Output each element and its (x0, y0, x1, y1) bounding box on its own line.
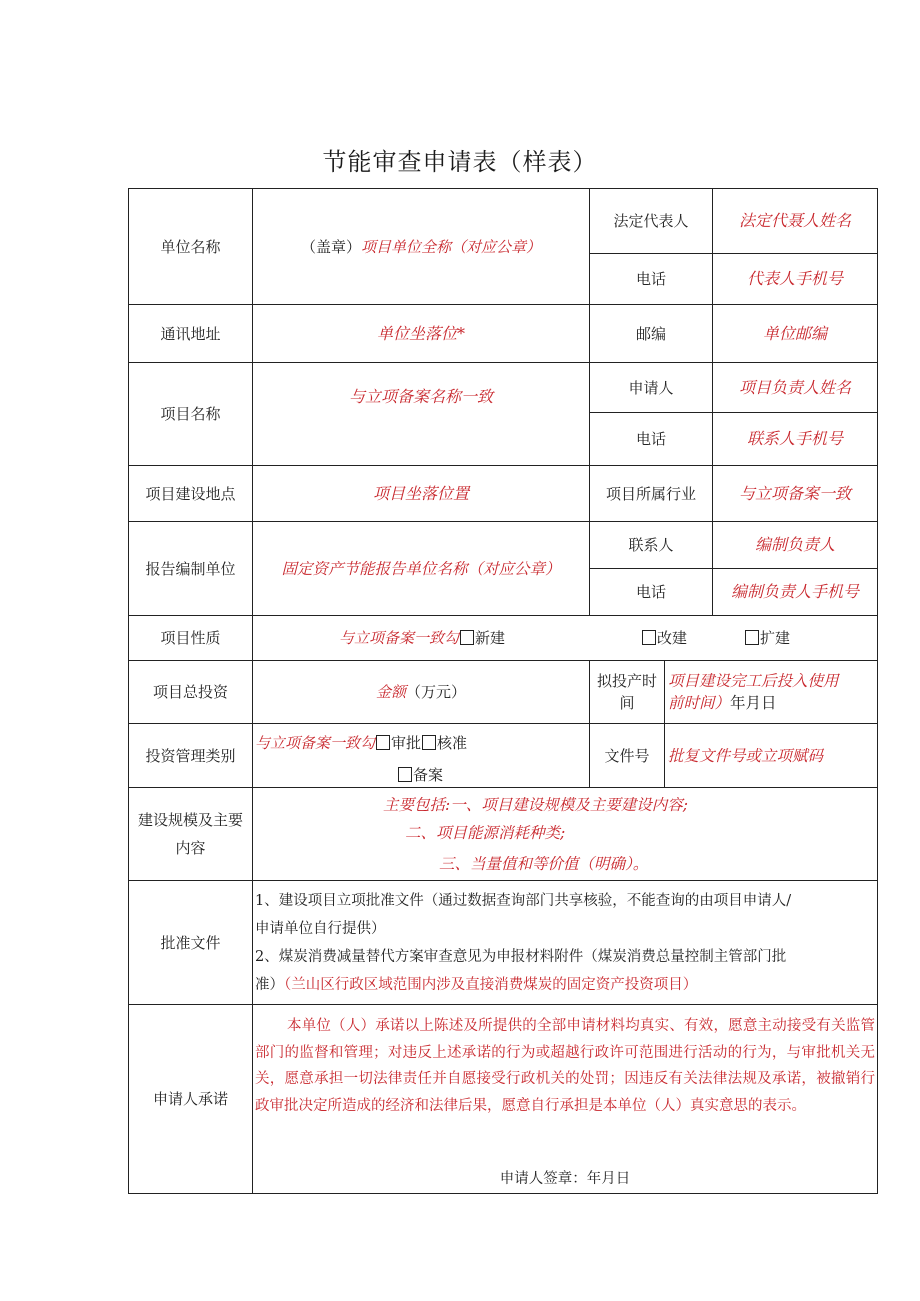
total-invest-label: 项目总投资 (152, 683, 228, 701)
scale-label-line2: 内容 (175, 839, 206, 857)
address-label: 通讯地址 (160, 324, 221, 343)
expand-label: 扩建 (760, 629, 791, 647)
invest-unit: （万元） (406, 683, 467, 701)
unit-name-field[interactable] (253, 189, 589, 304)
postcode-value[interactable]: 单位邮编 (762, 323, 827, 343)
contact-phone-label: 电话 (635, 583, 666, 601)
scale-line-1: 主要包括:一、项目建设规模及主要建设内容; (383, 796, 688, 814)
project-name-value[interactable]: 与立项备案名称一致 (348, 387, 493, 406)
start-time-label (590, 661, 664, 723)
scale-line-2: 二、项目能源消耗种类; (405, 824, 566, 842)
page-title: 节能审查申请表（样表） (322, 148, 598, 176)
unit-name-label: 单位名称 (160, 237, 221, 256)
record-checkbox[interactable] (398, 767, 412, 782)
verify-label: 核准 (437, 734, 468, 752)
contact-label: 联系人 (628, 536, 674, 554)
start-time-label-line2: 间 (619, 694, 635, 712)
industry-value[interactable]: 与立项备案一致 (738, 483, 851, 503)
project-name-label: 项目名称 (160, 405, 221, 423)
signature-line[interactable]: 申请人签章：年月日 (499, 1171, 631, 1187)
location-value[interactable]: 项目坐落位置 (372, 483, 469, 503)
promise-label: 申请人承诺 (152, 1090, 228, 1108)
invest-amount: 金额 (375, 683, 406, 701)
rep-phone-label: 电话 (635, 270, 666, 288)
applicant-value[interactable]: 项目负责人姓名 (738, 377, 851, 397)
approval-item-2c: （兰山区行政区域范围内涉及直接消费煤炭的固定资产投资项目） (284, 977, 698, 993)
legal-rep-value[interactable]: 法定代聂人姓名 (738, 211, 851, 230)
start-time-field[interactable] (665, 661, 877, 723)
doc-no-label: 文件号 (604, 746, 650, 765)
approval-item-1a: 1、建设项目立项批准文件（通过数据查询部门共享核验，不能查询的由项目申请人/ (255, 893, 792, 909)
scale-field[interactable] (383, 791, 863, 878)
nature-note: 与立项备案一致勾 (339, 629, 460, 647)
applicant-phone-label: 电话 (635, 430, 666, 448)
scale-line-3: 三、当量值和等价值（明确）。 (439, 855, 649, 873)
approval-item-2a: 2、煤炭消费减量替代方案审查意见为申报材料附件（煤炭消费总量控制主管部门批 (255, 949, 787, 965)
location-label: 项目建设地点 (145, 484, 236, 503)
unit-name-value: 项目单位全称（对应公章） (361, 237, 542, 256)
approval-item-2b: 准） (255, 977, 284, 993)
new-label: 新建 (475, 629, 506, 647)
approve-label: 审批 (391, 734, 422, 752)
mgmt-note: 与立项备案一致勾 (255, 734, 376, 752)
total-invest-field[interactable] (253, 661, 589, 723)
report-unit-value[interactable]: 固定资产节能报告单位名称（对应公章） (281, 559, 561, 578)
industry-label: 项目所属行业 (605, 484, 696, 503)
start-time-date: 年月日 (730, 694, 777, 712)
nature-label: 项目性质 (160, 629, 221, 647)
rep-phone-value[interactable]: 代表人手机号 (746, 269, 843, 288)
approval-field (255, 887, 877, 999)
start-time-label-line1: 拟投产时 (596, 672, 657, 690)
promise-text: 本单位（人）承诺以上陈述及所提供的全部申请材料均真实、有效，愿意主动接受有关监管部门的监督和管理；对违反上述承诺的行为或超越行政许可范围进行活动的行为，与审批机关无关，愿意承担一切法律责任并自愿接受行政机关的处罚；因违反有关法律法规及承诺，被撤销行政审批决定所造成的经济和法律后果，愿意自行承担是本单位（人）真实意思的表示。 (255, 1018, 875, 1114)
approval-label: 批准文件 (160, 933, 221, 952)
nature-field (253, 616, 877, 660)
address-value[interactable]: 单位坐落位* (376, 323, 465, 343)
approve-checkbox[interactable] (376, 735, 390, 750)
report-unit-label: 报告编制单位 (145, 559, 236, 578)
invest-mgmt-field (253, 724, 589, 787)
verify-checkbox[interactable] (422, 735, 436, 750)
contact-phone-value[interactable]: 编制负责人手机号 (730, 582, 859, 601)
record-label: 备案 (413, 766, 444, 784)
applicant-phone-value[interactable]: 联系人手机号 (746, 429, 843, 448)
applicant-label: 申请人 (628, 378, 674, 397)
doc-no-value[interactable]: 批复文件号或立项赋码 (668, 746, 824, 765)
postcode-label: 邮编 (635, 324, 666, 343)
scale-label-line1: 建设规模及主要 (137, 811, 243, 829)
scale-label (129, 788, 252, 880)
seal-prefix: （盖章） (300, 237, 361, 256)
approval-item-1b: 申请单位自行提供） (255, 921, 386, 937)
expand-checkbox[interactable] (745, 630, 759, 645)
rebuild-label: 改建 (657, 629, 688, 647)
contact-value[interactable]: 编制负责人 (754, 535, 835, 554)
start-time-note-2: 前时间） (668, 694, 731, 712)
rebuild-checkbox[interactable] (642, 630, 656, 645)
start-time-note-1: 项目建设完工后投入使用 (668, 672, 839, 690)
invest-mgmt-label: 投资管理类别 (145, 746, 236, 765)
new-checkbox[interactable] (460, 630, 474, 645)
legal-rep-label: 法定代表人 (613, 212, 689, 230)
